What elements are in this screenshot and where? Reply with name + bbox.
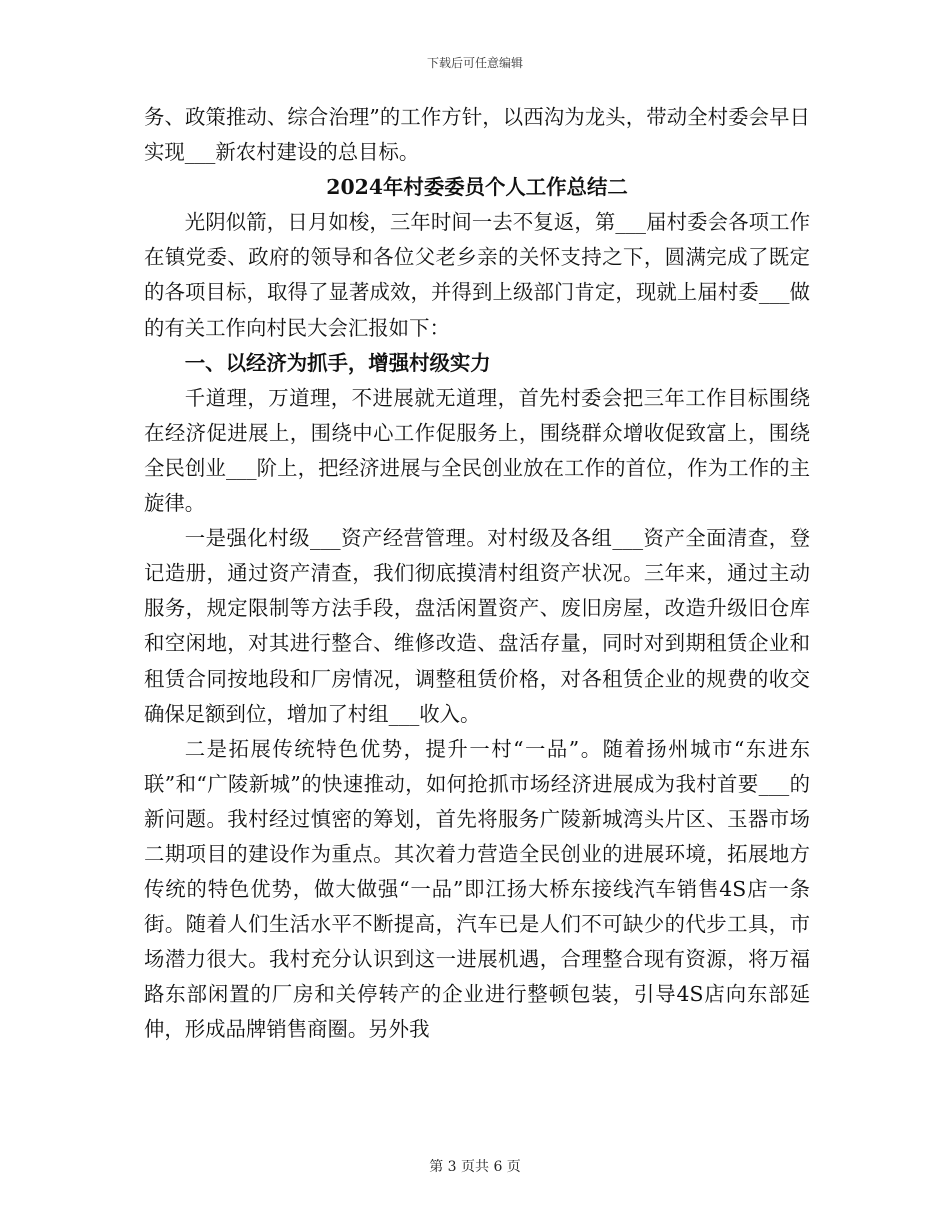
page-header: 下载后可任意编辑 (426, 56, 523, 70)
paragraph-1: 千道理，万道理，不进展就无道理，首先村委会把三年工作目标围绕在经济促进展上，围绕中心工作促服务上，围绕群众增收促致富上，围绕全民创业___阶上，把经济进展与全民创业放在工作的首位，作为工作的主旋律。 (144, 385, 810, 516)
continuation-paragraph: 务、政策推动、综合治理”的工作方针，以西沟为龙头，带动全村委会早日实现___新农村建设的总目标。 (144, 105, 810, 165)
paragraph-2: 一是强化村级___资产经营管理。对村级及各组___资产全面清查，登记造册，通过资产清查，我们彻底摸清村组资产状况。三年来，通过主动服务，规定限制等方法手段，盘活闲置资产、废旧房屋，改造升级旧仓库和空闲地，对其进行整合、维修改造、盘活存量，同时对到期租赁企业和租赁合同按地段和厂房情况，调整租赁价格，对各租赁企业的规费的收交确保足额到位，增加了村组___收入。 (144, 526, 810, 726)
page-footer: 第 3 页共 6 页 (429, 1159, 521, 1175)
intro-paragraph: 光阴似箭，日月如梭，三年时间一去不复返，第___届村委会各项工作在镇党委、政府的领导和各位父老乡亲的关怀支持之下，圆满完成了既定的各项目标，取得了显著成效，并得到上级部门肯定，现就上届村委___做的有关工作向村民大会汇报如下： (144, 210, 810, 340)
section-heading-1: 一、以经济为抓手，增强村级实力 (184, 350, 491, 375)
document-title: 2024年村委委员个人工作总结二 (326, 175, 628, 200)
document-body (144, 100, 810, 1048)
paragraph-3: 二是拓展传统特色优势，提升一村“一品”。随着扬州城市“东进东联”和“广陵新城”的快速推动，如何抢抓市场经济进展成为我村首要___的新问题。我村经过慎密的筹划，首先将服务广陵新城湾头片区、玉器市场二期项目的建设作为重点。其次着力营造全民创业的进展环境，拓展地方传统的特色优势，做大做强“一品”即江扬大桥东接线汽车销售4S店一条街。随着人们生活水平不断提高，汽车已是人们不可缺少的代步工具，市场潜力很大。我村充分认识到这一进展机遇，合理整合现有资源，将万福路东部闲置的厂房和关停转产的企业进行整顿包装，引导4S店向东部延伸，形成品牌销售商圈。另外我 (144, 736, 810, 1042)
